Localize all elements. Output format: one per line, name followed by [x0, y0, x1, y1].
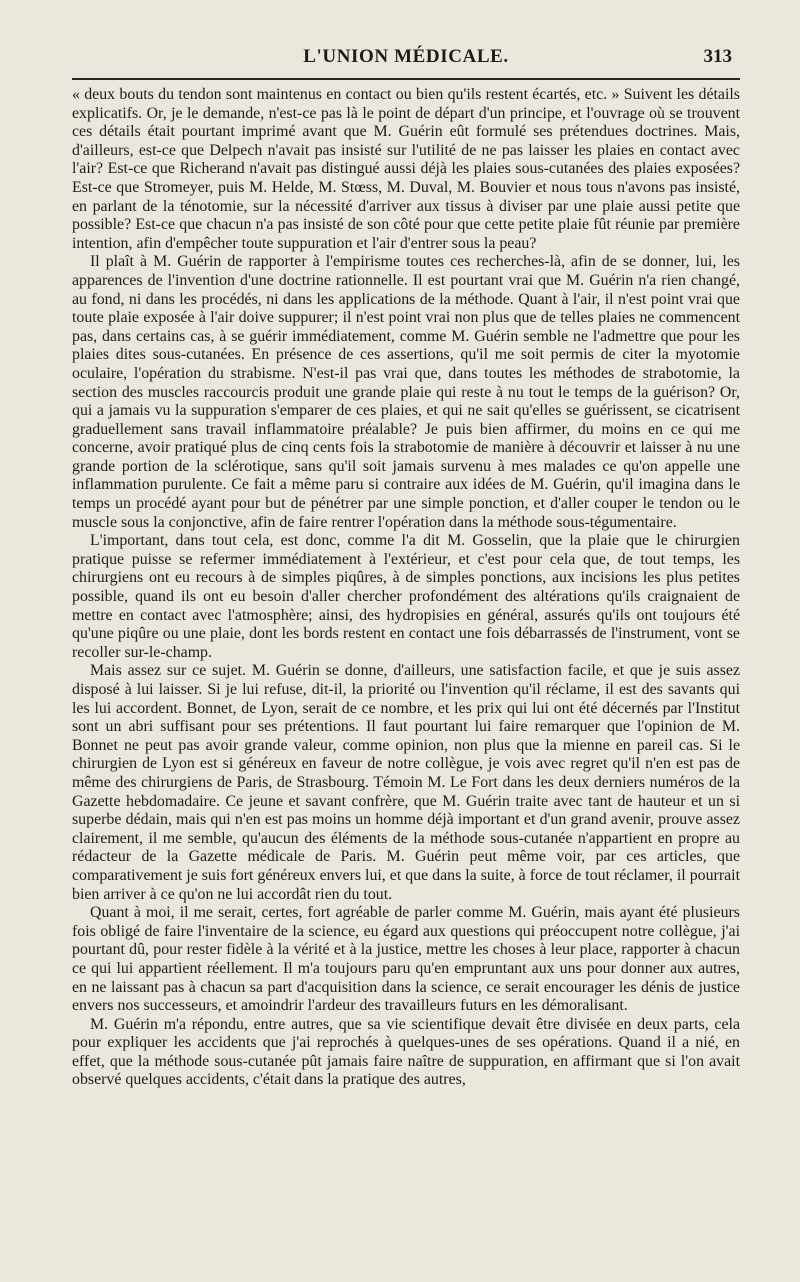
paragraph-2: Il plaît à M. Guérin de rapporter à l'empirisme toutes ces recherches-là, afin de se donner, lui, les apparences de l'invention d'une doctrine rationnelle. Il est pourtant vrai que M. Guérin n'a rien changé, au fond, ni dans les procédés, ni dans les applications de la méthode. Quant à l'air, il n'est point vrai que toute plaie exposée à l'air doive suppurer; il n'est point vrai non plus que de telles plaies ne commencent pas, dans certains cas, à se guérir immédiatement, comme M. Guérin semble ne l'admettre que pour les plaies dites sous-cutanées. En présence de ces assertions, qu'il me soit permis de citer la myotomie oculaire, l'opération du strabisme. N'est-il pas vrai que, dans toutes les méthodes de strabotomie, la section des muscles raccourcis produit une grande plaie qui reste à nu tout le temps de la guérison? Or, qui a jamais vu la suppuration s'emparer de ces plaies, et qui ne sait qu'elles se guérissent, se cicatrisent graduellement sans travail inflammatoire préalable? Je puis bien affirmer, du moins en ce qui me concerne, avoir pratiqué plus de cinq cents fois la strabotomie de manière à découvrir et laisser à nu une grande portion de la sclérotique, sans qu'il soit jamais survenu à mes malades ce qu'on appelle une inflammation purulente. Ce fait a même paru si contraire aux idées de M. Guérin, qu'il imagina dans le temps un procédé ayant pour but de pénétrer par une simple ponction, et d'aller couper le tendon ou le muscle sous la conjonctive, afin de faire rentrer l'opération dans la méthode sous-tégumentaire.	[72, 253, 740, 531]
header-rule	[72, 78, 740, 80]
paragraph-3: L'important, dans tout cela, est donc, comme l'a dit M. Gosselin, que la plaie que le chirurgien pratique puisse se refermer immédiatement à l'extérieur, et c'est pour cela que, de tout temps, les chirurgiens ont eu recours à de simples piqûres, à de simples ponctions, aux incisions les plus petites possible, quand ils ont eu besoin d'aller chercher profondément des altérations qu'ils craignaient de mettre en contact avec l'atmosphère; ainsi, des hydropisies en général, assurés qu'ils ont toujours été qu'une piqûre ou une plaie, dont les bords restent en contact une fois débarrassés de l'instrument, vont se recoller sur-le-champ.	[72, 532, 740, 661]
paragraph-5: Quant à moi, il me serait, certes, fort agréable de parler comme M. Guérin, mais ayant été plusieurs fois obligé de faire l'inventaire de la science, eu égard aux questions qui préoccupent notre collègue, j'ai pourtant dû, pour rester fidèle à la vérité et à la justice, mettre les choses à leur place, rapporter à chacun ce qui lui appartient réellement. Il m'a toujours paru qu'en empruntant aux uns pour donner aux autres, en ne laissant pas à chacun sa part d'acquisition dans la science, ce serait encourager les dénis de justice envers nos successeurs, et amoindrir l'ardeur des travailleurs futurs en les démoralisant.	[72, 904, 740, 1015]
paragraph-6: M. Guérin m'a répondu, entre autres, que sa vie scientifique devait être divisée en deux parts, cela pour expliquer les accidents que j'ai reprochés à quelques-unes de ses opérations. Quand il a nié, en effet, que la méthode sous-cutanée pût jamais faire naître de suppuration, en affirmant que si l'on avait observé quelques accidents, c'était dans la pratique des autres,	[72, 1015, 740, 1089]
page-header	[72, 44, 740, 72]
page-number: 313	[703, 46, 732, 67]
paragraph-4: Mais assez sur ce sujet. M. Guérin se donne, d'ailleurs, une satisfaction facile, et que je suis assez disposé à lui laisser. Si je lui refuse, dit-il, la priorité ou l'invention qu'il réclame, il est des savants qui les lui accordent. Bonnet, de Lyon, serait de ce nombre, et les prix qui lui ont été décernés par l'Institut sont un abri suffisant pour ses prétentions. Il faut pourtant lui faire remarquer que l'opinion de M. Bonnet ne peut pas avoir grande valeur, comme opinion, non plus que la mienne en pareil cas. Si le chirurgien de Lyon est si généreux en faveur de notre collègue, je vois avec regret qu'il n'en est pas de même des chirurgiens de Paris, de Strasbourg. Témoin M. Le Fort dans les deux derniers numéros de la Gazette hebdomadaire. Ce jeune et savant confrère, que M. Guérin traite avec tant de hauteur et un si superbe dédain, mais qui n'en est pas moins un homme déjà important et d'un grand avenir, prouve assez clairement, il me semble, qu'aucun des éléments de la méthode sous-cutanée n'appartient en propre au rédacteur de la Gazette médicale de Paris. M. Guérin peut même voir, par ces articles, que comparativement je suis fort généreux envers lui, et que dans la suite, à force de tout réclamer, il pourrait bien arriver à ce qu'on ne lui accordât rien du tout.	[72, 662, 740, 903]
running-title: L'UNION MÉDICALE.	[303, 46, 509, 67]
paragraph-1: « deux bouts du tendon sont maintenus en contact ou bien qu'ils restent écartés, etc. » Suivent les détails explicatifs. Or, je le demande, n'est-ce pas là le point de départ d'un principe, et l'ouvrage où se trouvent ces détails était pourtant imprimé avant que M. Guérin eût formulé ses prétendues doctrines. Mais, d'ailleurs, est-ce que Delpech n'avait pas insisté sur l'utilité de ne pas laisser les plaies en contact avec l'air? Est-ce que Richerand n'avait pas distingué aussi déjà les plaies sous-cutanées des plaies exposées? Est-ce que Stromeyer, puis M. Helde, M. Stœss, M. Duval, M. Bouvier et nous tous n'avons pas insisté, en parlant de la ténotomie, sur la nécessité d'arriver aux tissus à diviser par une plaie aussi petite que possible? Est-ce que chacun n'a pas insisté de son côté pour que cette petite plaie fût réunie par première intention, afin d'empêcher toute suppuration et l'air d'entrer sous la peau?	[72, 86, 740, 252]
body-text	[72, 86, 740, 1090]
